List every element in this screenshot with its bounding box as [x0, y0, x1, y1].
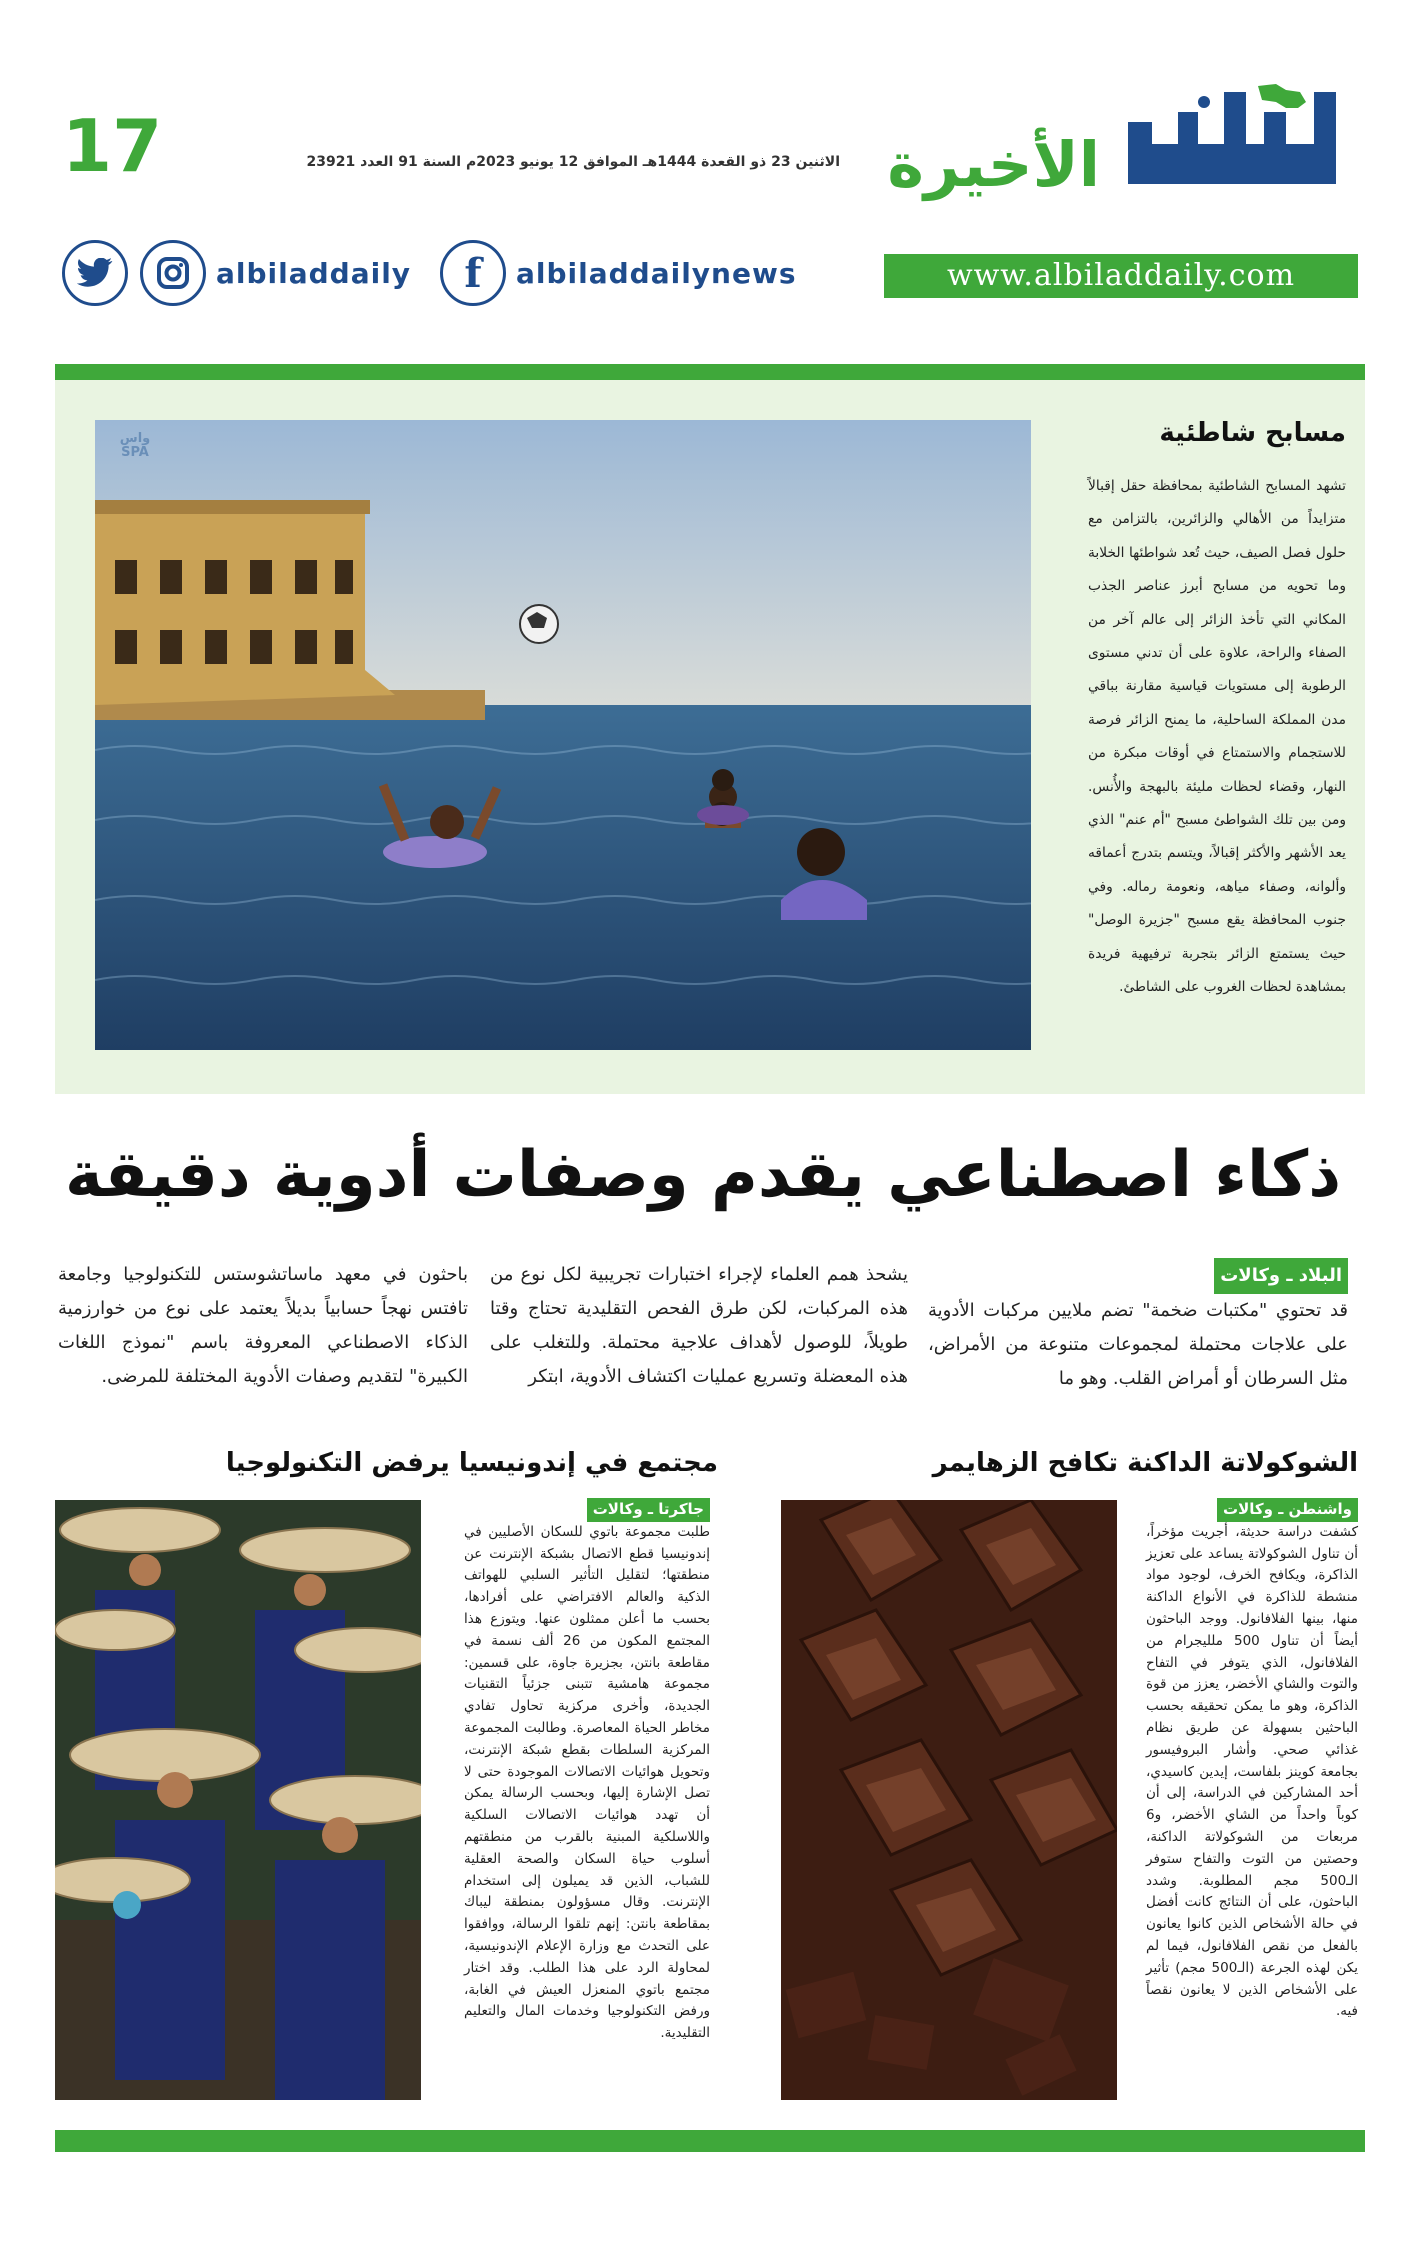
main-story-col1 [928, 1258, 1348, 1396]
beach-photo [95, 420, 1031, 1050]
chocolate-photo [781, 1500, 1117, 2100]
chocolate-headline: الشوكولاتة الداكنة تكافح الزهايمر [932, 1448, 1358, 1478]
instagram-handle: albiladdaily [216, 256, 412, 290]
website-url[interactable]: www.albiladdaily.com [884, 254, 1358, 298]
indonesia-kicker: جاكرتا ـ وكالات [587, 1498, 710, 1522]
logo-mark [1108, 82, 1348, 192]
photo-credit: واس SPA [119, 431, 151, 460]
bottom-green-rule [55, 2130, 1365, 2152]
newspaper-logo [1108, 82, 1348, 192]
section-name: الأخيرة [887, 128, 1100, 201]
dateline: الاثنين 23 ذو القعدة 1444هـ الموافق 12 يونيو 2023م السنة 91 العدد 23921 [306, 154, 840, 170]
indonesia-headline: مجتمع في إندونيسيا يرفض التكنولوجيا [225, 1448, 718, 1478]
feature-body: تشهد المسابح الشاطئية بمحافظة حقل إقبالاً متزايداً من الأهالي والزائرين، بالتزامن مع حلول فصل الصيف، حيث تُعد شواطئها الخلابة وما تحويه من مسابح أبرز عناصر الجذب المكاني التي تأخذ الزائر إلى عالم آخر من الصفاء والراحة، علاوة على أن تدني مستوى الرطوبة إلى مستويات قياسية مقارنة بباقي مدن المملكة الساحلية، ما يمنح الزائر فرصة للاستجمام والاستمتاع في أوقات مبكرة من النهار، وقضاء لحظات مليئة بالبهجة والأُنس. ومن بين تلك الشواطئ مسبح "أم عنم" الذي يعد الأشهر والأكثر إقبالاً، ويتسم بتدرج أعماقه وألوانه، وصفاء مياهه، ونعومة رماله. وفي جنوب المحافظة يقع مسبح "جزيرة الوصل" حيث يستمتع الزائر بتجربة ترفيهية فريدة بمشاهدة لحظات الغروب على الشاطئ. [1088, 478, 1346, 996]
main-story-kicker: البلاد ـ وكالات [1214, 1258, 1348, 1294]
indonesia-body-column [464, 1498, 710, 2045]
main-story-col3: باحثون في معهد ماساتشوستس للتكنولوجيا وجامعة تافتس نهجاً حسابياً بديلاً يعتمد على نوع من خوارزمية الذكاء الاصطناعي المعروفة باسم "نموذج اللغات الكبيرة" لتقديم وصفات الأدوية المختلفة للمرضى. [58, 1264, 468, 1387]
indonesia-body: طلبت مجموعة باتوي للسكان الأصليين في إندونيسيا قطع الاتصال بشبكة الإنترنت عن منطقتها؛ لتقليل التأثير السلبي للهواتف الذكية والعالم الافتراضي على أفرادها، بحسب ما أعلن ممثلون عنها. ويتوزع هذا المجتمع المكون من 26 ألف نسمة في مقاطعة بانتن، بجزيرة جاوة، على قسمين: مجموعة هامشية تتبنى جزئياً التقنيات الجديدة، وأخرى مركزية تحاول تفادي مخاطر الحياة المعاصرة. وطالبت المجموعة المركزية السلطات بقطع شبكة الإنترنت، وتحويل هوائيات الاتصالات الموجودة حتى لا تصل الإشارة إليها، وبحسب الرسالة يمكن أن تهدد هوائيات الاتصالات السلكية واللاسلكية المبنية بالقرب من منطقتهم أسلوب حياة السكان والصحة العقلية للشباب، الذين قد يميلون إلى استخدام الإنترنت. وقال مسؤولون بمنطقة ليباك بمقاطعة بانتن: إنهم تلقوا الرسالة، ووافقوا على التحدث مع وزارة الإعلام الإندونيسية، لمحاولة الرد على هذا الطلب. وقد اختار مجتمع باتوي المنعزل العيش في الغابة، ورفض التكنولوجيا وخدمات المال والتعليم التقليدية. [464, 1523, 711, 2042]
main-story-col2: يشحذ همم العلماء لإجراء اختبارات تجريبية لكل نوع من هذه المركبات، لكن طرق الفحص التقليدية تحتاج وقتا طويلاً، للوصول لأهداف علاجية محتملة. وللتغلب على هذه المعضلة وتسريع عمليات اكتشاف الأدوية، ابتكر [490, 1264, 908, 1387]
chocolate-body-column [1146, 1498, 1358, 2023]
main-headline: ذكاء اصطناعي يقدم وصفات أدوية دقيقة [64, 1138, 1342, 1212]
facebook-icon: f [440, 240, 506, 306]
facebook-handle: albiladdailynews [516, 256, 797, 290]
top-green-rule [55, 364, 1365, 380]
facebook-social[interactable] [440, 240, 797, 306]
chocolate-body: كشفت دراسة حديثة، أجريت مؤخراً، أن تناول الشوكولاتة يساعد على تعزيز الذاكرة، ويكافح الخرف، لوجود مواد منشطة للذاكرة في الأنواع الداكنة منها، بينها الفلافانول. ووجد الباحثون أيضاً أن تناول 500 ملليجرام من الفلافانول، الذي يتوفر في التفاح والتوت والشاي الأخضر، يعزز من قوة الذاكرة، وهو ما يمكن تحقيقه بحسب الباحثين بسهولة عن طريق نظام غذائي صحي. وأشار البروفيسور بجامعة كوينز بلفاست، إيدين كاسيدي، أحد المشاركين في الدراسة، إلى أن كوباً واحداً من الشاي الأخضر، و6 مربعات من الشوكولاتة الداكنة، وحصتين من التوت والتفاح ستوفر الـ500 مجم المطلوبة. وشدد الباحثون، على أن النتائج كانت أفضل في حالة الأشخاص الذين كانوا يعانون بالفعل من نقص الفلافانول، فيما لم يكن لهذه الجرعة (الـ500 مجم) تأثير على الأشخاص الذين لا يعانون نقصاً فيه. [1146, 1523, 1359, 2020]
chocolate-kicker: واشنطن ـ وكالات [1217, 1498, 1358, 1522]
indonesia-photo [55, 1500, 421, 2100]
feature-title: مسابح شاطئية [1159, 418, 1346, 448]
page-number: 17 [62, 104, 163, 188]
twitter-instagram-social[interactable] [62, 240, 411, 306]
instagram-icon [140, 240, 206, 306]
main-story-col1-text: قد تحتوي "مكتبات ضخمة" تضم ملايين مركبات الأدوية على علاجات محتملة لمجموعات متنوعة من الأمراض، مثل السرطان أو أمراض القلب. وهو ما [928, 1300, 1348, 1389]
twitter-icon [62, 240, 128, 306]
